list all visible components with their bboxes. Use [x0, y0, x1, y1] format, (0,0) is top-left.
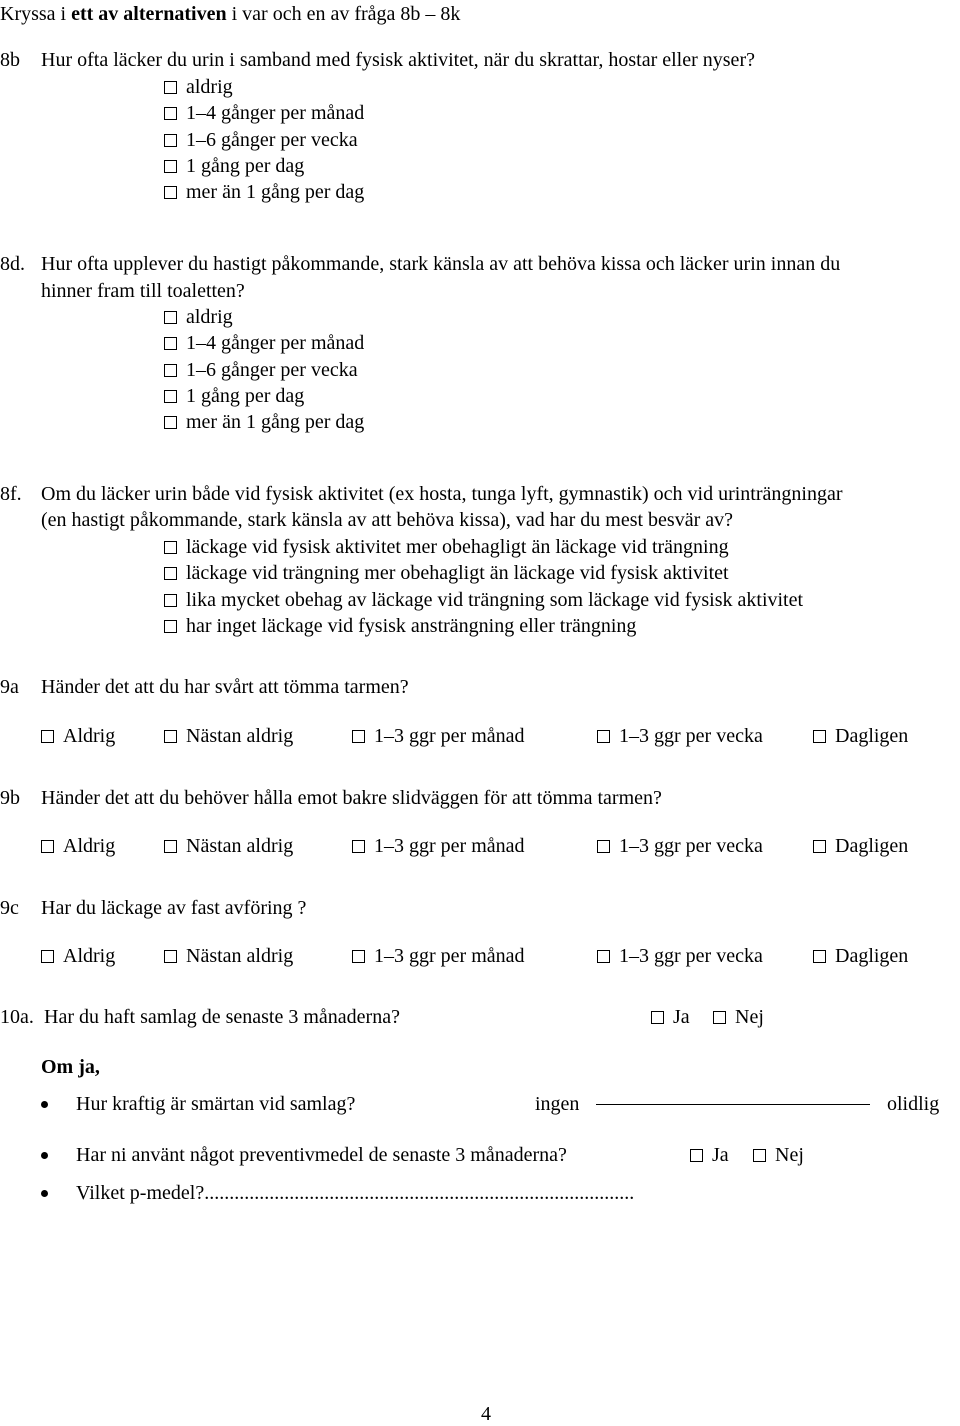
q10a-option-nej[interactable]: Nej	[713, 1005, 764, 1029]
pill-question-field[interactable]: Vilket p-medel?......................................................................................	[76, 1182, 635, 1204]
page-number: 4	[481, 1403, 491, 1425]
checkbox-icon[interactable]	[164, 390, 177, 403]
pain-scale-left-label: ingen	[535, 1093, 580, 1115]
bullet-icon	[41, 1101, 48, 1108]
q9c-option-dagligen[interactable]: Dagligen	[813, 944, 908, 968]
instructions-emphasis: ett av alternativen	[71, 3, 227, 25]
question-text-9a: Händer det att du har svårt att tömma tarmen?	[41, 676, 409, 698]
q8b-option-1-4-per-month[interactable]: 1–4 gånger per månad	[164, 101, 364, 125]
question-text-8d-line1: Hur ofta upplever du hastigt påkommande, stark känsla av att behöva kissa och läcker urin innan du	[41, 253, 841, 275]
q8b-option-1-6-per-week[interactable]: 1–6 gånger per vecka	[164, 128, 358, 152]
pain-question-text: Hur kraftig är smärtan vid samlag?	[76, 1093, 356, 1115]
checkbox-icon[interactable]	[164, 950, 177, 963]
question-number-10a: 10a.	[0, 1006, 34, 1028]
checkbox-icon[interactable]	[164, 311, 177, 324]
bullet-icon	[41, 1190, 48, 1197]
checkbox-icon[interactable]	[753, 1149, 766, 1162]
bullet-icon	[41, 1152, 48, 1159]
checkbox-icon[interactable]	[164, 186, 177, 199]
pain-scale-line[interactable]	[596, 1104, 870, 1105]
question-text-9b: Händer det att du behöver hålla emot bakre slidväggen för att tömma tarmen?	[41, 787, 662, 809]
checkbox-icon[interactable]	[813, 950, 826, 963]
q9b-option-dagligen[interactable]: Dagligen	[813, 834, 908, 858]
pain-scale-right-label: olidlig	[887, 1093, 940, 1115]
q8d-option-1-per-day[interactable]: 1 gång per dag	[164, 384, 304, 408]
q9b-option-aldrig[interactable]: Aldrig	[41, 834, 115, 858]
q8d-option-aldrig[interactable]: aldrig	[164, 305, 233, 329]
checkbox-icon[interactable]	[651, 1011, 664, 1024]
question-number-9c: 9c	[0, 897, 19, 919]
checkbox-icon[interactable]	[164, 730, 177, 743]
checkbox-icon[interactable]	[597, 840, 610, 853]
question-number-8b: 8b	[0, 49, 20, 71]
contraceptive-option-nej[interactable]: Nej	[753, 1143, 804, 1167]
question-text-8f-line1: Om du läcker urin både vid fysisk aktivitet (ex hosta, tunga lyft, gymnastik) och vid urinträngningar	[41, 483, 843, 505]
contraceptive-question-text: Har ni använt något preventivmedel de senaste 3 månaderna?	[76, 1144, 567, 1166]
q8b-option-aldrig[interactable]: aldrig	[164, 75, 233, 99]
checkbox-icon[interactable]	[352, 950, 365, 963]
checkbox-icon[interactable]	[713, 1011, 726, 1024]
checkbox-icon[interactable]	[164, 840, 177, 853]
q9a-option-nastan-aldrig[interactable]: Nästan aldrig	[164, 724, 293, 748]
checkbox-icon[interactable]	[690, 1149, 703, 1162]
q9a-option-1-3-per-week[interactable]: 1–3 ggr per vecka	[597, 724, 763, 748]
checkbox-icon[interactable]	[164, 160, 177, 173]
q9b-option-1-3-per-week[interactable]: 1–3 ggr per vecka	[597, 834, 763, 858]
q8d-option-1-4-per-month[interactable]: 1–4 gånger per månad	[164, 331, 364, 355]
checkbox-icon[interactable]	[813, 730, 826, 743]
checkbox-icon[interactable]	[164, 337, 177, 350]
checkbox-icon[interactable]	[164, 416, 177, 429]
checkbox-icon[interactable]	[164, 364, 177, 377]
checkbox-icon[interactable]	[164, 567, 177, 580]
checkbox-icon[interactable]	[41, 840, 54, 853]
q9c-option-nastan-aldrig[interactable]: Nästan aldrig	[164, 944, 293, 968]
question-text-10a: Har du haft samlag de senaste 3 månaderna?	[44, 1006, 400, 1028]
checkbox-icon[interactable]	[164, 81, 177, 94]
q9b-option-1-3-per-month[interactable]: 1–3 ggr per månad	[352, 834, 525, 858]
checkbox-icon[interactable]	[164, 134, 177, 147]
q9a-option-aldrig[interactable]: Aldrig	[41, 724, 115, 748]
q8f-option-none[interactable]: har inget läckage vid fysisk ansträngning eller trängning	[164, 614, 636, 638]
checkbox-icon[interactable]	[597, 730, 610, 743]
question-number-8f: 8f.	[0, 483, 22, 505]
checkbox-icon[interactable]	[41, 950, 54, 963]
q9c-option-aldrig[interactable]: Aldrig	[41, 944, 115, 968]
q8f-option-equal[interactable]: lika mycket obehag av läckage vid trängning som läckage vid fysisk aktivitet	[164, 588, 803, 612]
question-number-9b: 9b	[0, 787, 20, 809]
question-text-8d-line2: hinner fram till toaletten?	[41, 280, 245, 302]
q9c-option-1-3-per-month[interactable]: 1–3 ggr per månad	[352, 944, 525, 968]
q9c-option-1-3-per-week[interactable]: 1–3 ggr per vecka	[597, 944, 763, 968]
checkbox-icon[interactable]	[41, 730, 54, 743]
checkbox-icon[interactable]	[164, 107, 177, 120]
instructions: Kryssa i ett av alternativen i var och en av fråga 8b – 8k	[0, 3, 461, 25]
q8f-option-physical-worse[interactable]: läckage vid fysisk aktivitet mer obehagligt än läckage vid trängning	[164, 535, 729, 559]
question-text-8b: Hur ofta läcker du urin i samband med fysisk aktivitet, när du skrattar, hostar eller nyser?	[41, 49, 755, 71]
q8d-option-more-than-1-per-day[interactable]: mer än 1 gång per dag	[164, 410, 364, 434]
q8b-option-1-per-day[interactable]: 1 gång per dag	[164, 154, 304, 178]
question-number-9a: 9a	[0, 676, 19, 698]
q9b-option-nastan-aldrig[interactable]: Nästan aldrig	[164, 834, 293, 858]
q8b-option-more-than-1-per-day[interactable]: mer än 1 gång per dag	[164, 180, 364, 204]
q8f-option-urge-worse[interactable]: läckage vid trängning mer obehagligt än läckage vid fysisk aktivitet	[164, 561, 729, 585]
q9a-option-1-3-per-month[interactable]: 1–3 ggr per månad	[352, 724, 525, 748]
q9a-option-dagligen[interactable]: Dagligen	[813, 724, 908, 748]
question-number-8d: 8d.	[0, 253, 25, 275]
checkbox-icon[interactable]	[813, 840, 826, 853]
checkbox-icon[interactable]	[164, 620, 177, 633]
contraceptive-option-ja[interactable]: Ja	[690, 1143, 729, 1167]
follow-up-heading: Om ja,	[41, 1056, 100, 1078]
q8d-option-1-6-per-week[interactable]: 1–6 gånger per vecka	[164, 358, 358, 382]
checkbox-icon[interactable]	[597, 950, 610, 963]
checkbox-icon[interactable]	[352, 730, 365, 743]
checkbox-icon[interactable]	[352, 840, 365, 853]
q10a-option-ja[interactable]: Ja	[651, 1005, 690, 1029]
question-text-9c: Har du läckage av fast avföring ?	[41, 897, 307, 919]
checkbox-icon[interactable]	[164, 541, 177, 554]
checkbox-icon[interactable]	[164, 594, 177, 607]
question-text-8f-line2: (en hastigt påkommande, stark känsla av att behöva kissa), vad har du mest besvär av?	[41, 509, 734, 531]
